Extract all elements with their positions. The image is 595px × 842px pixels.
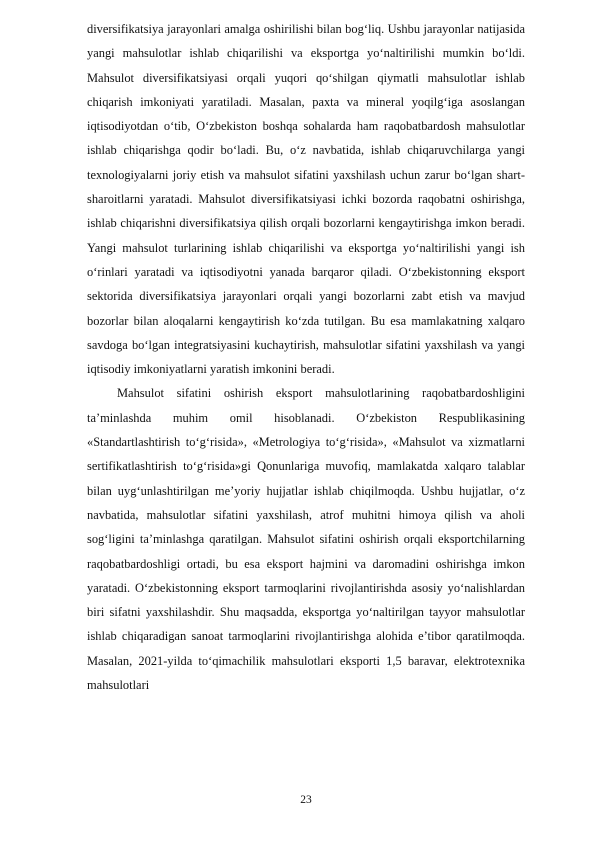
paragraph-diversification: diversifikatsiya jarayonlari amalga oshirilishi bilan bog‘liq. Ushbu jarayonlar natijasida yangi mahsulotlar ishlab chiqarilishi va eksportga yo‘naltirilishi mumkin bo‘ldi. Mahsulot diversifikatsiyasi orqali yuqori qo‘shilgan qiymatli mahsulotlar ishlab chiqarish imkoniyati yaratiladi. Masalan, paxta va mineral yoqilg‘iga asoslangan iqtisodiyotdan o‘tib, O‘zbekiston boshqa sohalarda ham raqobatbardosh mahsulotlar ishlab chiqarishga qodir bo‘ladi. Bu, o‘z navbatida, ishlab chiqaruvchilarga yangi texnologiyalarni joriy etish va mahsulot sifatini yaxshilash uchun zarur bo‘lgan shart-sharoitlarni yaratadi. Mahsulot diversifikatsiyasi ichki bozorda raqobatni oshirishga, ishlab chiqarishni diversifikatsiya qilish orqali bozorlarni kengaytirishga imkon beradi. Yangi mahsulot turlarining ishlab chiqarilishi va eksportga yo‘naltirilishi yangi ish o‘rinlari yaratadi va iqtisodiyotni yanada barqaror qiladi. O‘zbekistonning eksport sektorida diversifikatsiya jarayonlari orqali yangi bozorlarni zabt etish va mavjud bozorlar bilan aloqalarni kengaytirish ko‘zda tutilgan. Bu esa mamlakatning xalqaro savdoga bo‘lgan integratsiyasini kuchaytirish, mahsulotlar sifatini yaxshilash va yangi iqtisodiy imkoniyatlarni yaratish imkonini beradi. <box>87 22 525 377</box>
body-text <box>87 17 525 697</box>
paragraph-product-quality: Mahsulot sifatini oshirish eksport mahsulotlarining raqobatbardoshligini ta’minlashda muhim omil hisoblanadi. O‘zbekiston Respublikasining «Standartlashtirish to‘g‘risida», «Metrologiya to‘g‘risida», «Mahsulot va xizmatlarni sertifikatlashtirish to‘g‘risida»gi Qonunlariga muvofiq, mamlakatda xalqaro talablar bilan uyg‘unlashtirilgan me’yoriy hujjatlar ishlab chiqilmoqda. Ushbu hujjatlar, o‘z navbatida, mahsulotlar sifatini yaxshilash, atrof muhitni himoya qilish va aholi sog‘ligini ta’minlashga qaratilgan. Mahsulot sifatini oshirish orqali eksportchilarning raqobatbardoshligi ortadi, bu esa eksport hajmini va daromadini oshirishga imkon yaratadi. O‘zbekistonning eksport tarmoqlarini rivojlantirishda asosiy yo‘nalishlardan biri sifatni yaxshilashdir. Shu maqsadda, eksportga yo‘naltirilgan tayyor mahsulotlar ishlab chiqaradigan sanoat tarmoqlarini rivojlantirishga alohida e’tibor qaratilmoqda. Masalan, 2021-yilda to‘qimachilik mahsulotlari eksporti 1,5 baravar, elektrotexnika mahsulotlari <box>87 386 525 693</box>
page-number: 23 <box>300 794 312 806</box>
